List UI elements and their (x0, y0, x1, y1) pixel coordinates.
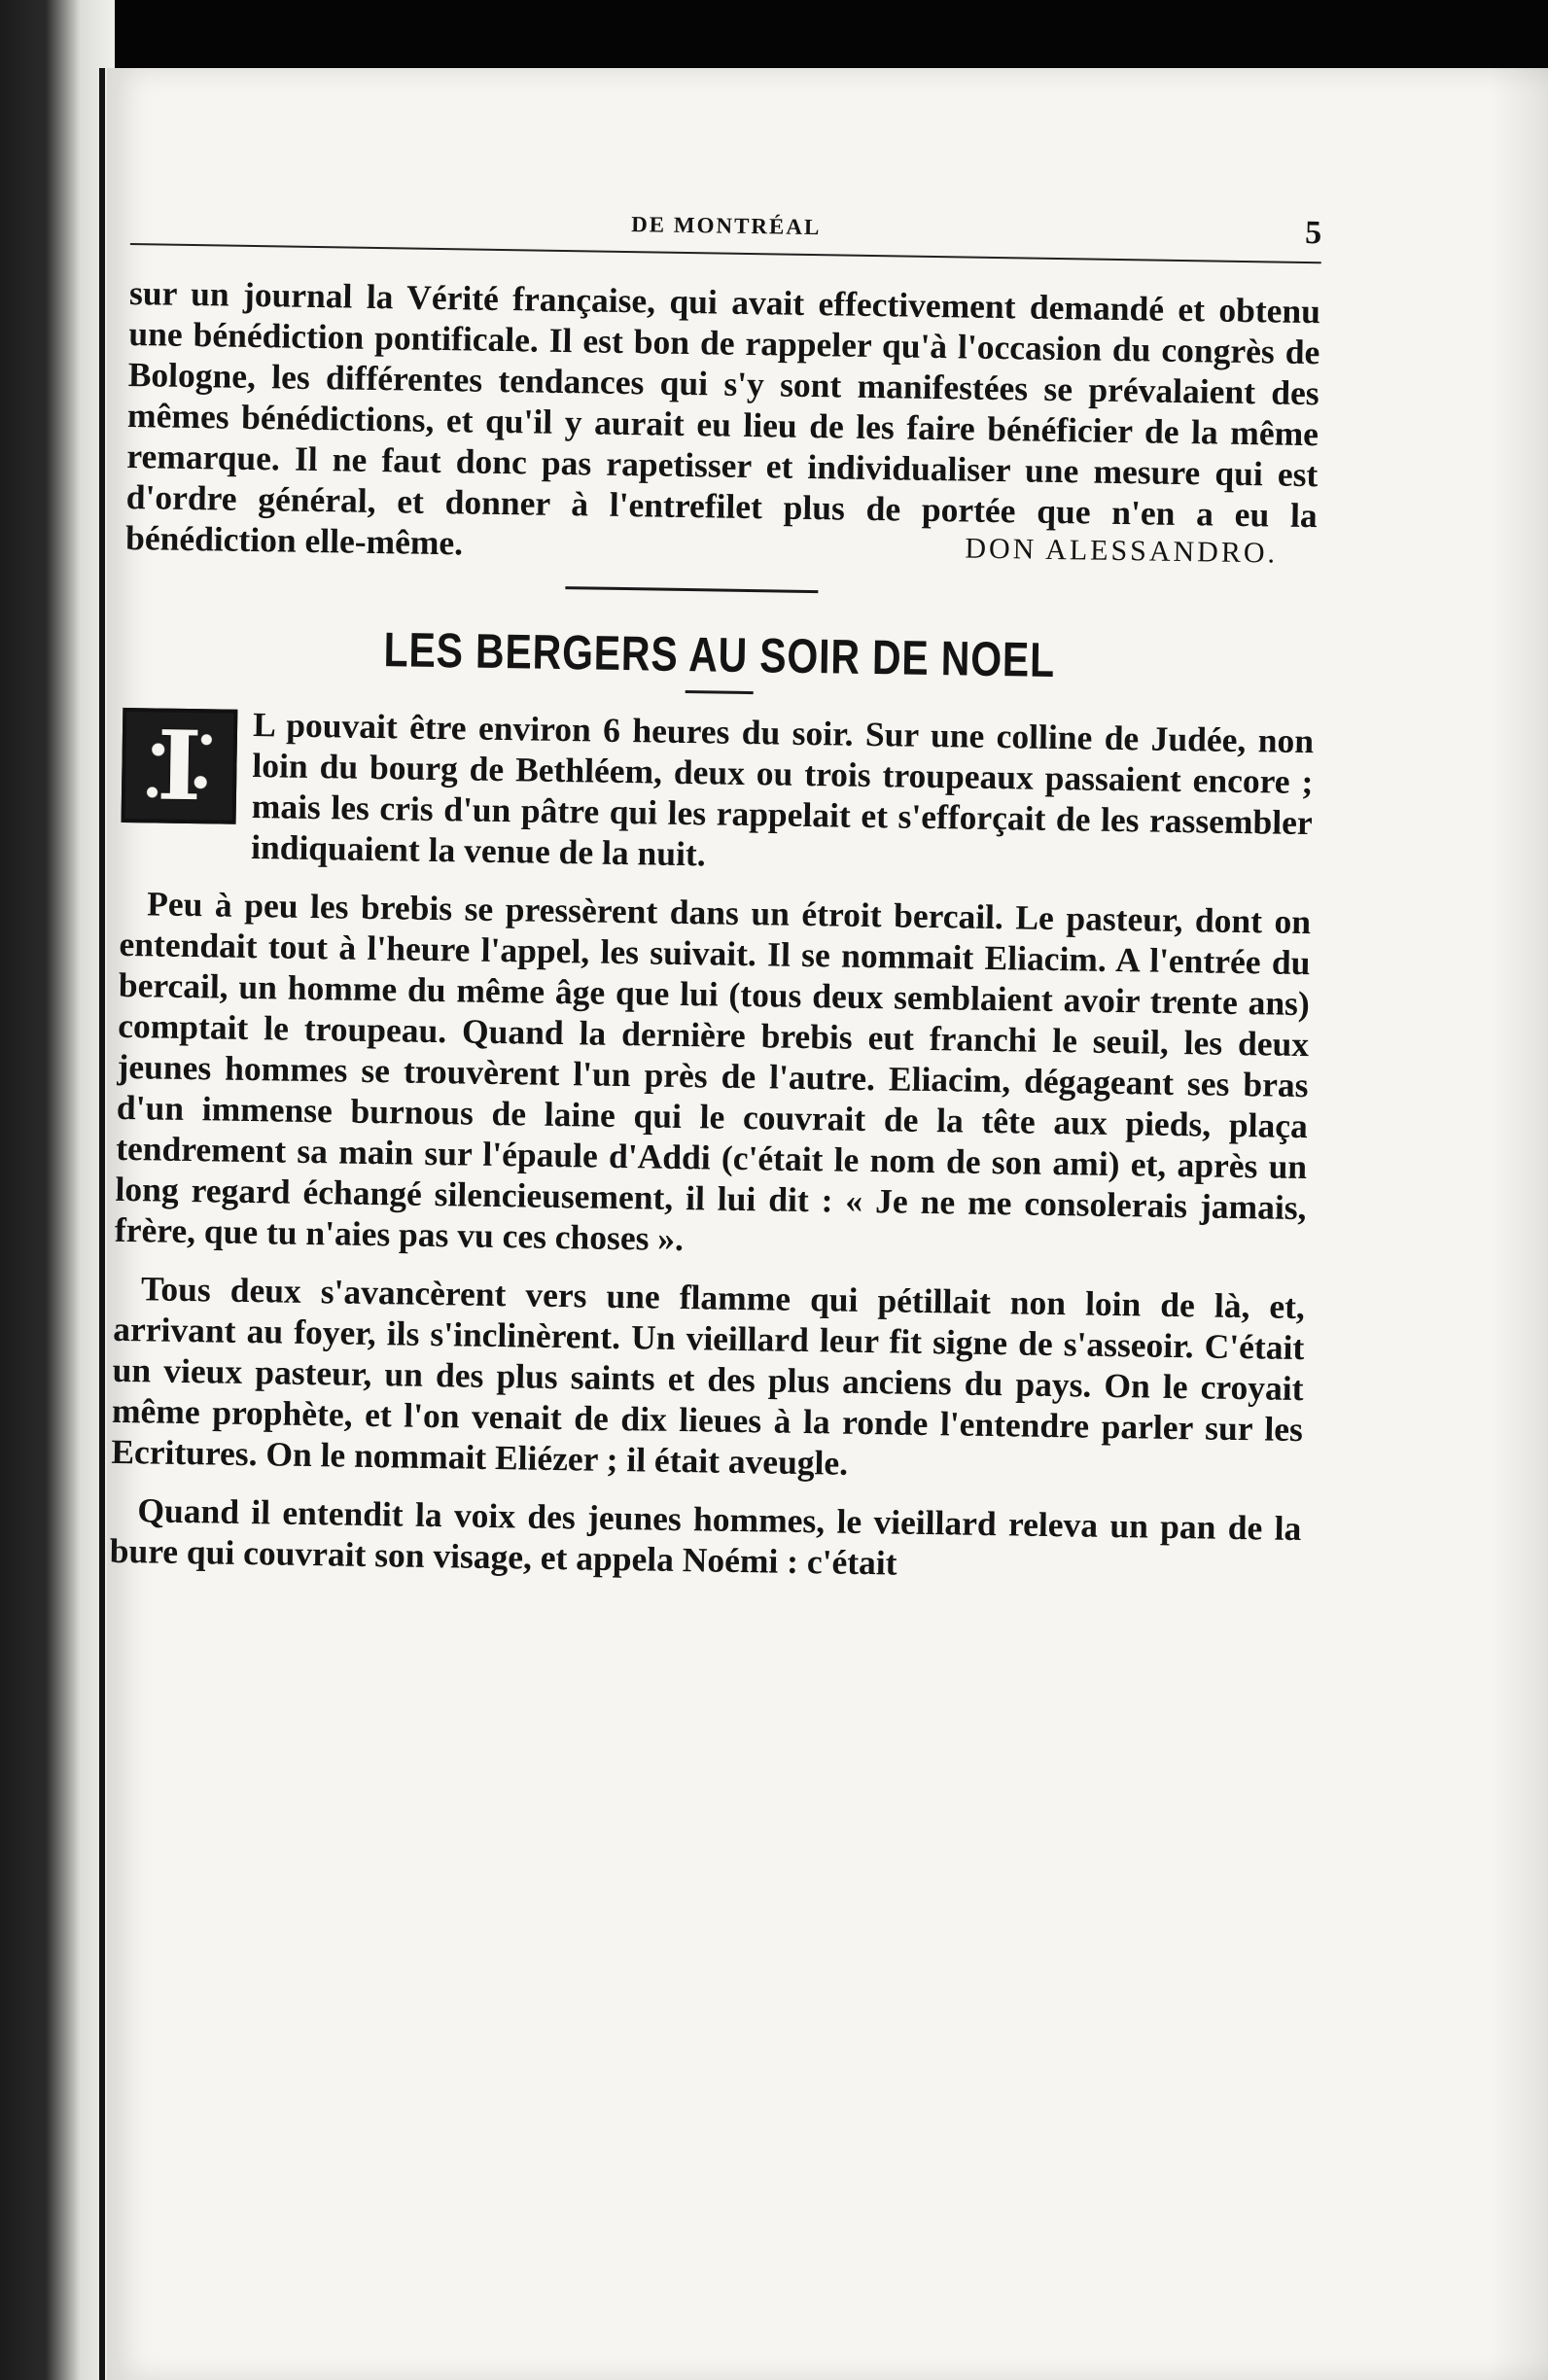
first-paragraph-block (121, 702, 1314, 884)
title-rule (685, 690, 753, 694)
running-title: DE MONTRÉAL (630, 212, 822, 240)
article-paragraph: Quand il entendit la voix des jeunes hommes, le vieillard releva un pan de la bure qui couvrait son visage, et appela Noémi : c'était (109, 1490, 1302, 1583)
page-gutter-line (99, 68, 105, 2380)
page-right-shade (1490, 68, 1548, 2380)
previous-article-text: sur un journal la Vérité française, qui avait effectivement demandé et obtenu une bénédiction pontificale. Il est bon de rappeler qu'à l'occasion du congrès de Bologne, les différentes tendances qui s'y sont manifestées se prévalaient des mêmes bénédictions, et qu'il y aurait eu lieu de les faire bénéficier de la même remarque. Il ne faut donc pas rapetisser et individualiser une mesure qui est d'ordre général, et donner à l'entrefilet plus de portée que n'en a eu la bénédiction elle-même. (124, 272, 1321, 563)
article-title: LES BERGERS AU SOIR DE NOEL (383, 622, 1056, 687)
scan-top-edge (0, 0, 1548, 78)
article-paragraph: L pouvait être environ 6 heures du soir. Sur une colline de Judée, non loin du bourg de Bethléem, deux ou trois troupeaux passaient encore ; mais les cris d'un pâtre qui les rappelait et s'efforçait de les rassembler indiquaient la venue de la nuit. (250, 705, 1315, 874)
book-spine (0, 0, 115, 2380)
signature-text: DON ALESSANDRO. (965, 532, 1279, 570)
drop-cap-ornament (122, 708, 238, 824)
text-column (109, 175, 1321, 1590)
article-paragraph: Tous deux s'avancèrent vers une flamme qui pétillait non loin de là, et, arrivant au foyer, ils s'inclinèrent. Un vieillard leur fit signe de s'asseoir. C'était un vieux pasteur, un des plus saints et des plus anciens du pays. On le croyait même prophète, et l'on venait de dix lieues à la ronde l'entendre parler sur les Ecritures. On le nommait Eliézer ; il était aveugle. (111, 1269, 1306, 1483)
article-paragraph: Peu à peu les brebis se pressèrent dans un étroit bercail. Le pasteur, dont on entendait tout à l'heure l'appel, les suivait. Il se nommait Eliacim. A l'entrée du bercail, un homme du même âge que lui (tous deux semblaient avoir trente ans) comptait le troupeau. Quand la dernière brebis eut franchi le seuil, les deux jeunes hommes se trouvèrent l'un près de l'autre. Eliacim, dégageant ses bras d'un immense burnous de laine qui le couvrait de la tête aux pieds, plaça tendrement sa main sur l'épaule d'Addi (c'était le nom de son ami) et, après un long regard échangé silencieusement, il lui dit : « Je ne me consolerais jamais, frère, que tu n'aies pas vu ces choses ». (114, 884, 1312, 1259)
page-number: 5 (1304, 214, 1322, 252)
drop-cap-letter: I (156, 709, 203, 822)
section-separator (565, 586, 818, 593)
